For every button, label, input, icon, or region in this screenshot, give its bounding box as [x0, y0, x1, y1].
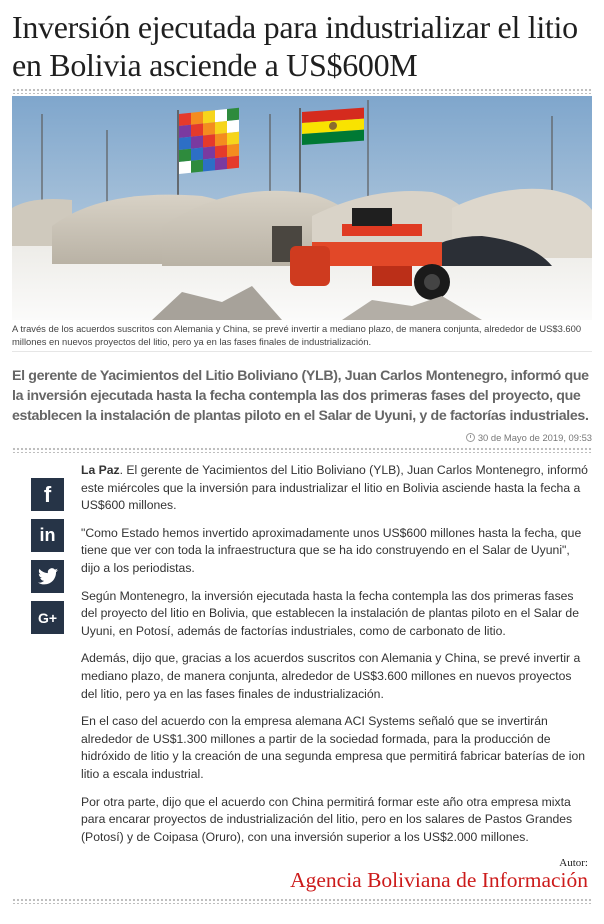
article-lead: El gerente de Yacimientos del Litio Boliviano (YLB), Juan Carlos Montenegro, informó que la inversión ejecutada hasta la fecha contempla las dos primeras fases del proyecto, que establecen la instalación de plantas piloto en el Salar de Uyuni, y de factorías industriales.	[12, 368, 589, 424]
google-plus-icon: G+	[37, 609, 58, 626]
clock-icon	[466, 433, 475, 442]
share-linkedin-button[interactable]	[31, 519, 64, 552]
share-bar	[31, 478, 64, 642]
lead-divider	[12, 447, 592, 453]
paragraph: Según Montenegro, la inversión ejecutada hasta la fecha contempla las dos primeras fases del proyecto del litio en Bolivia, que establecen la instalación de plantas piloto en el Salar de Uyuni, en Potosí, además de factorías industriales, como de carbonato de litio.	[81, 588, 579, 638]
linkedin-icon: in	[39, 525, 56, 545]
title-divider	[12, 88, 592, 94]
twitter-icon	[38, 568, 58, 585]
article-title: Inversión ejecutada para industrializar el litio en Bolivia asciende a US$600M	[12, 9, 578, 83]
paragraph: Además, dijo que, gracias a los acuerdos suscritos con Alemania y China, se prevé invertir a mediano plazo, de manera conjunta, alrededor de US$3.600 millones en nuevos proyectos del litio, pero ya en las fases finales de industrialización.	[81, 651, 581, 701]
author-label: Autor:	[559, 857, 588, 869]
article-body	[81, 462, 591, 856]
footer-divider	[12, 898, 592, 904]
share-google-plus-button[interactable]	[31, 601, 64, 634]
facebook-icon: f	[43, 481, 52, 507]
photo-caption: A través de los acuerdos suscritos con Alemania y China, se prevé invertir a mediano plazo, de manera conjunta, alrededor de US$3.600 millones en nuevos proyectos del litio, pero ya en las fases finales de industrialización.	[12, 323, 582, 347]
paragraph: "Como Estado hemos invertido aproximadamente unos US$600 millones hasta la fecha, que tiene que ver con toda la infraestructura que se ha ido construyendo en el Salar de Uyuni", dijo a los periodistas.	[81, 525, 582, 575]
publish-date	[466, 432, 592, 443]
publish-date-text: 30 de Mayo de 2019, 09:53	[477, 432, 592, 443]
author-name: Agencia Boliviana de Información	[290, 868, 588, 892]
caption-divider	[12, 351, 592, 352]
share-twitter-button[interactable]	[31, 560, 64, 593]
paragraph: En el caso del acuerdo con la empresa alemana ACI Systems señaló que se invertirán alrededor de US$1.300 millones a partir de la sociedad formada, para la producción de hidróxido de litio y la creación de una segunda empresa que permitirá fabricar baterías de ion litio a escala industrial.	[81, 714, 586, 781]
paragraph: Por otra parte, dijo que el acuerdo con China permitirá formar este año otra empresa mixta para encarar proyectos de industrialización del litio, pero en los salares de Pastos Grandes (Potosí) y de Coipasa (Oruro), con una inversión superior a los US$2.000 millones.	[81, 794, 573, 844]
share-facebook-button[interactable]	[31, 478, 64, 511]
article-photo	[12, 96, 592, 320]
paragraph: La Paz. El gerente de Yacimientos del Litio Boliviano (YLB), Juan Carlos Montenegro, informó este miércoles que la inversión para industrializar el litio en Bolivia asciende hasta la fecha a US$600 millones.	[81, 463, 588, 513]
dateline: La Paz	[81, 463, 120, 477]
